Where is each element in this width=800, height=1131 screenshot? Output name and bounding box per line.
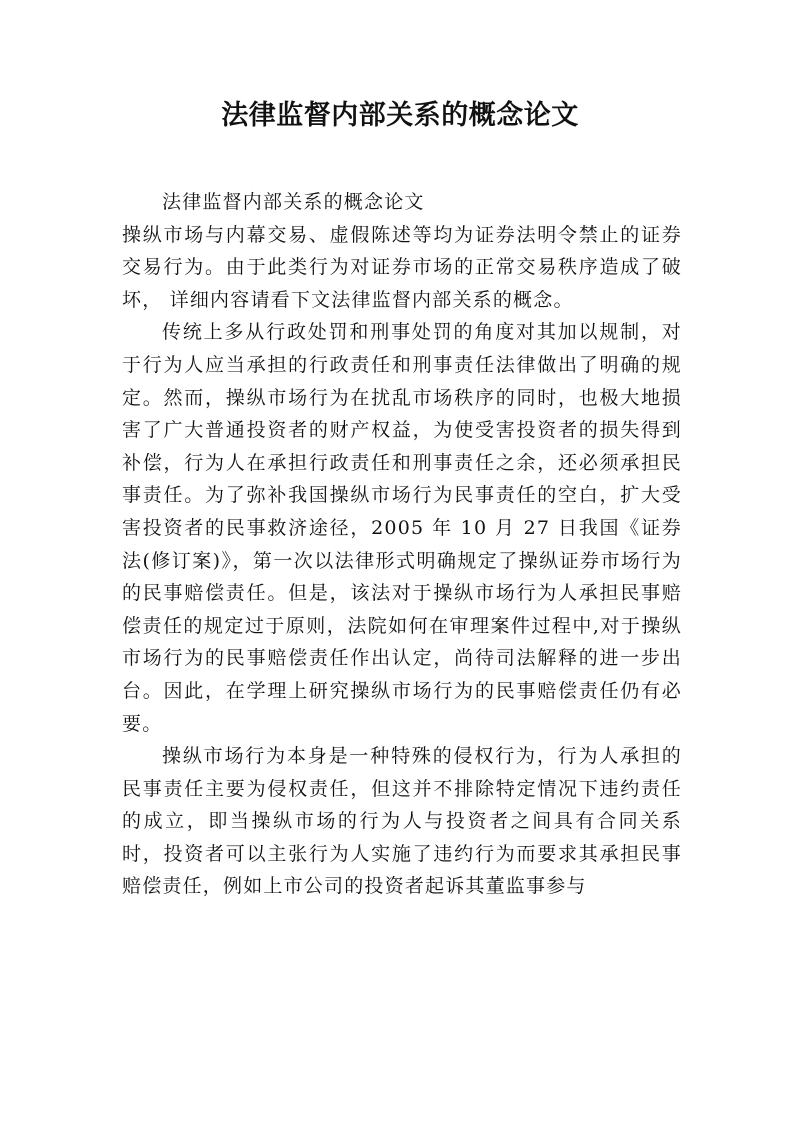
paragraph-body-1: 传统上多从行政处罚和刑事处罚的角度对其加以规制，对于行为人应当承担的行政责任和刑事责任法律做出了明确的规定。然而，操纵市场行为在扰乱市场秩序的同时，也极大地损害了广大普通投资者的财产权益，为使受害投资者的损失得到补偿，行为人在承担行政责任和刑事责任之余，还必须承担民事责任。为了弥补我国操纵市场行为民事责任的空白，扩大受害投资者的民事救济途径，2005 年 10 月 27 日我国《证券法(修订案)》，第一次以法律形式明确规定了操纵证券市场行为的民事赔偿责任。但是，该法对于操纵市场行为人承担民事赔偿责任的规定过于原则，法院如何在审理案件过程中,对于操纵市场行为的民事赔偿责任作出认定，尚待司法解释的进一步出台。因此，在学理上研究操纵市场行为的民事赔偿责任仍有必要。 — [122, 321, 682, 735]
paragraph-intro: 操纵市场与内幕交易、虚假陈述等均为证券法明令禁止的证券交易行为。由于此类行为对证券市场的正常交易秩序造成了破坏， 详细内容请看下文法律监督内部关系的概念。 — [122, 223, 682, 311]
document-body — [122, 186, 682, 903]
paragraph-subtitle: 法律监督内部关系的概念论文 — [162, 191, 425, 213]
document-title: 法律监督内部关系的概念论文 — [221, 100, 579, 131]
paragraph-body-2: 操纵市场行为本身是一种特殊的侵权行为，行为人承担的民事责任主要为侵权责任，但这并不排除特定情况下违约责任的成立，即当操纵市场的行为人与投资者之间具有合同关系时，投资者可以主张行为人实施了违约行为而要求其承担民事赔偿责任，例如上市公司的投资者起诉其董监事参与 — [122, 745, 682, 898]
